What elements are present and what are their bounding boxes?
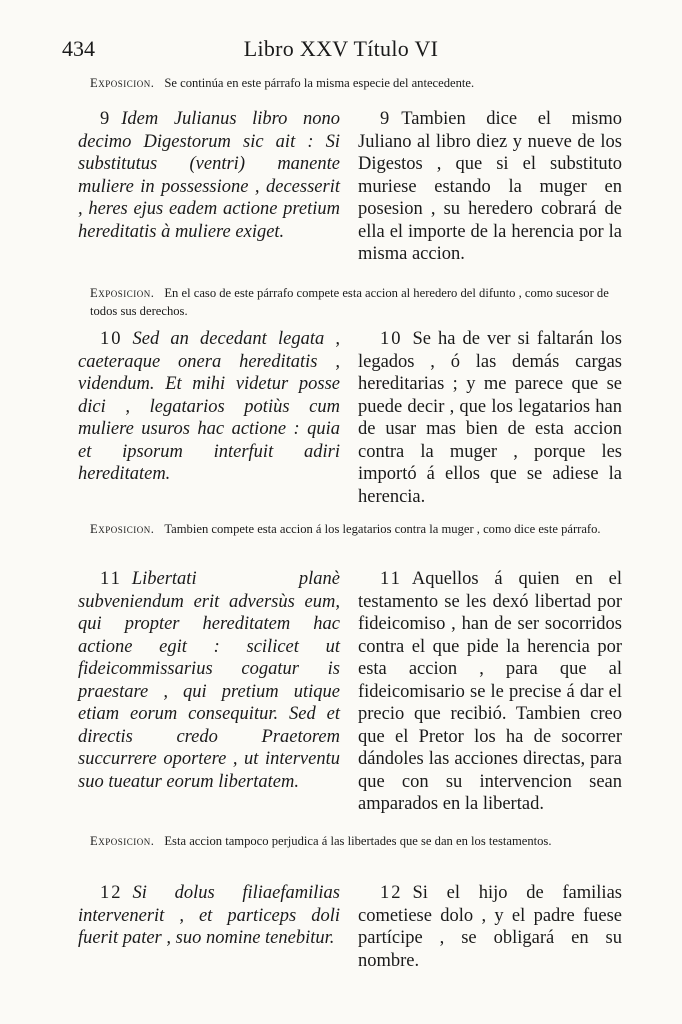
exposition-11	[90, 832, 630, 850]
exposition-text: Esta accion tampoco perjudica á las libertades que se dan en los testamentos.	[164, 834, 552, 848]
page-number: 434	[62, 36, 95, 61]
latin-paragraph-11	[78, 568, 340, 793]
running-title: Libro XXV Título VI	[243, 36, 439, 61]
exposicion-label: Exposicion.	[90, 76, 155, 90]
spanish-paragraph-9	[358, 108, 622, 266]
paragraph-number: 9	[100, 109, 112, 129]
exposicion-label: Exposicion.	[90, 286, 155, 300]
spanish-text: Tambien dice el mismo Juliano al libro diez y nueve de los Digestos , que si el substituto muriese estando la muger en posesion , su heredero cobrará de ella el importe de la herencia por la misma accion.	[358, 109, 622, 264]
spanish-text: Se ha de ver si faltarán los legados , ó las demás cargas hereditarias ; y me parece que se puede decir , que los legatarios han de usar mas bien de esta accion contra la muger , porque les importó á ellos que se adiese la herencia.	[358, 329, 622, 507]
latin-text: Idem Julianus libro nono decimo Digestorum sic ait : Si substitutus (ventri) manente muliere in possessione , decesserit , heres ejus eadem actione pretium hereditatis à muliere exiget.	[78, 109, 340, 242]
spanish-paragraph-12	[358, 882, 622, 972]
paragraph-number: 9	[380, 109, 392, 129]
paragraph-number: 11	[100, 569, 122, 589]
paragraph-number: 10	[100, 329, 123, 349]
exposicion-label: Exposicion.	[90, 522, 155, 536]
spanish-paragraph-10	[358, 328, 622, 508]
exposition-text: Tambien compete esta accion á los legatarios contra la muger , como dice este párrafo.	[164, 522, 601, 536]
paragraph-number: 11	[380, 569, 402, 589]
latin-text: Sed an decedant legata , caeteraque onera hereditatis , videndum. Et mihi videtur posse dici , legatarios potiùs cum muliere usuros hac actione : quia et ipsorum interfuit adiri hereditatem.	[78, 329, 340, 484]
latin-paragraph-9	[78, 108, 340, 243]
spanish-paragraph-11	[358, 568, 622, 816]
exposition-text: En el caso de este párrafo compete esta accion al heredero del difunto , como sucesor de todos sus derechos.	[90, 286, 609, 318]
latin-paragraph-12	[78, 882, 340, 950]
latin-text: Si dolus filiaefamilias intervenerit , et particeps doli fuerit pater , suo nomine tenebitur.	[78, 883, 340, 948]
paragraph-number: 12	[100, 883, 123, 903]
exposition-text: Se continúa en este párrafo la misma especie del antecedente.	[164, 76, 475, 90]
latin-text: Libertati planè subveniendum erit adversùs eum, qui propter hereditatem hac actione egit : scilicet ut fideicommissarius cogatur is praestare , qui pretium utique etiam eorum consequitur. Sed et directis credo Praetorem succurrere oportere , ut interventu suo tueatur eorum libertatem.	[78, 569, 340, 792]
exposicion-label: Exposicion.	[90, 834, 155, 848]
top-exposition	[90, 74, 630, 92]
exposition-10	[90, 520, 630, 538]
paragraph-number: 12	[380, 883, 403, 903]
exposition-9	[90, 284, 630, 320]
spanish-text: Si el hijo de familias cometiese dolo , y el padre fuese partícipe , se obligará en su nombre.	[358, 883, 622, 971]
paragraph-number: 10	[380, 329, 403, 349]
latin-paragraph-10	[78, 328, 340, 486]
spanish-text: Aquellos á quien en el testamento se les dexó libertad por fideicomiso , han de ser socorridos contra el que pide la herencia por esta accion , para que al fideicomisario se le precise á dar el precio que recibió. Tambien creo que el Pretor los ha de socorrer dándoles las acciones directas, para que con su intervencion sean amparados en la libertad.	[358, 569, 622, 814]
